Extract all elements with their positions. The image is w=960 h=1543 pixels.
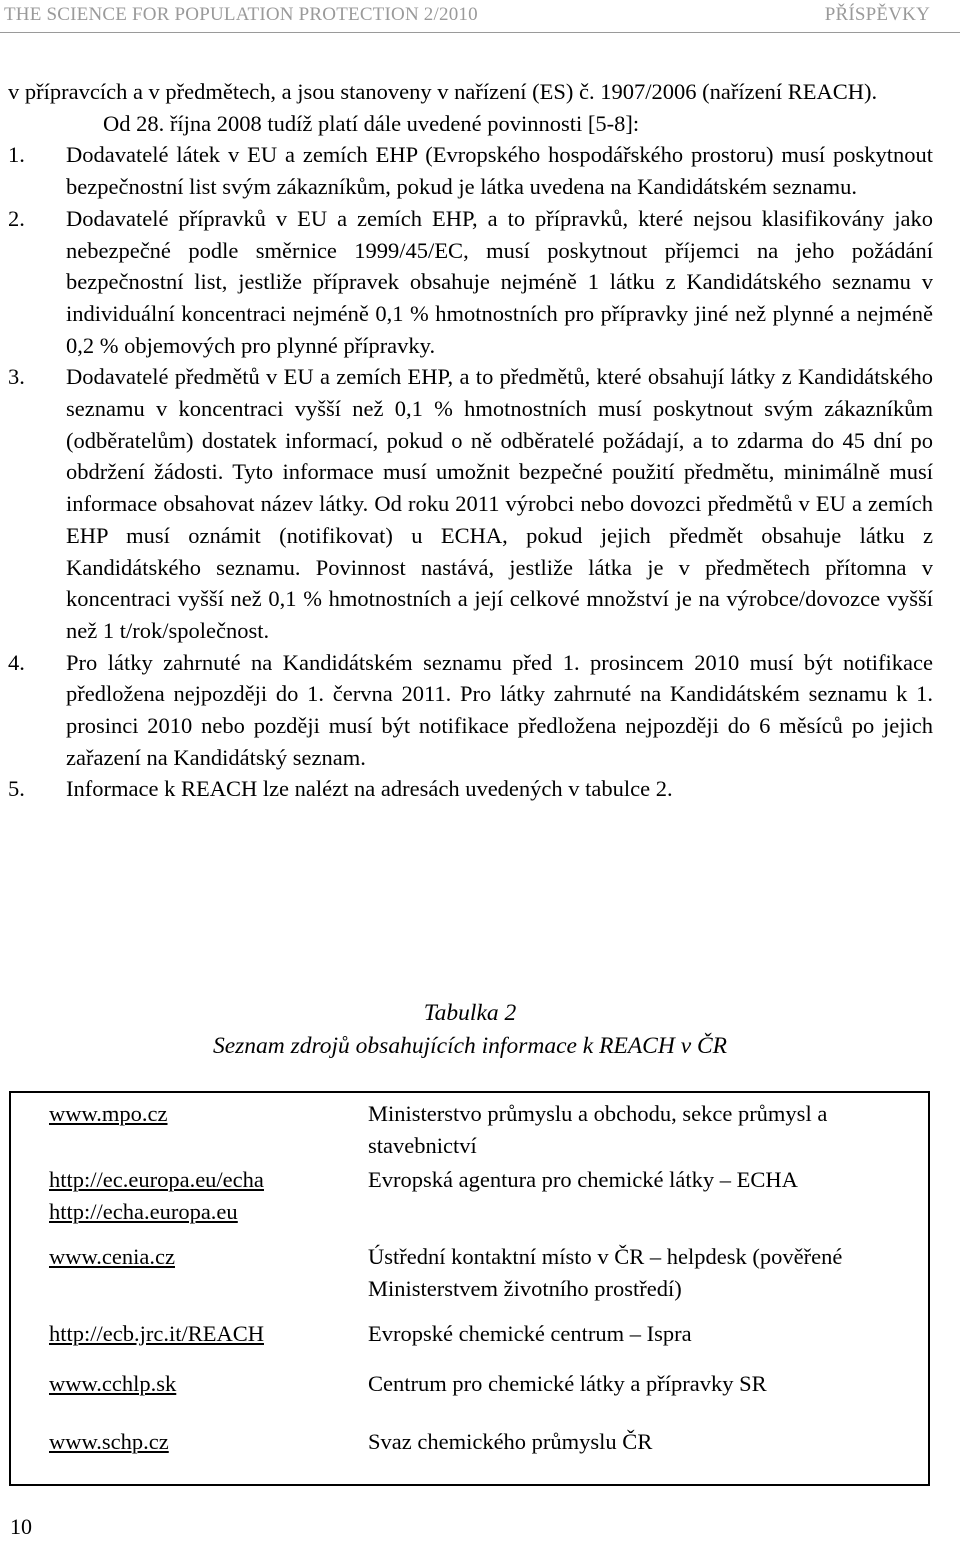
source-link[interactable]: www.cenia.cz xyxy=(49,1244,175,1269)
source-link[interactable]: www.mpo.cz xyxy=(49,1101,168,1126)
table-caption xyxy=(0,997,940,1063)
list-item-text: Dodavatelé předmětů v EU a zemích EHP, a to předmětů, které obsahují látky z Kandidátského seznamu v koncentraci vyšší než 0,1 % hmotnostních musí poskytnout svým zákazníkům (odběratelům) dostatek informací, pokud o ně odběratelé požádají, a to zdarma do 45 dní po obdržení žádosti. Tyto informace musí umožnit bezpečné použití předmětu, minimálně musí informace obsahovat název látky. Od roku 2011 výrobci nebo dovozci předmětů v EU a zemích EHP musí oznámit (notifikovat) u ECHA, pokud jejich předmět obsahuje látku z Kandidátského seznamu. Povinnost nastává, jestliže látka je v předmětech přítomna v koncentraci vyšší než 0,1 % hmotnostních a její celkové množství je na výrobce/dovozce vyšší než 1 t/rok/společnost. xyxy=(66,364,933,643)
page-number: 10 xyxy=(10,1514,32,1539)
section-label: PŘÍSPĚVKY xyxy=(824,4,930,25)
intro-paragraph: v přípravcích a v předmětech, a jsou stanoveny v nařízení (ES) č. 1907/2006 (nařízení REACH). xyxy=(8,79,878,104)
list-item xyxy=(8,361,933,646)
list-item xyxy=(8,203,933,362)
list-item-text: Informace k REACH lze nalézt na adresách uvedených v tabulce 2. xyxy=(66,776,673,802)
table-title: Seznam zdrojů obsahujících informace k REACH v ČR xyxy=(212,1033,728,1059)
list-item xyxy=(8,139,933,202)
source-link[interactable]: www.schp.cz xyxy=(49,1429,169,1454)
source-description: Evropské chemické centrum – Ispra xyxy=(368,1321,692,1346)
article-body xyxy=(8,76,933,805)
list-item-text: Pro látky zahrnuté na Kandidátském seznamu před 1. prosincem 2010 musí být notifikace předložena nejpozději do 1. června 2011. Pro látky zahrnuté na Kandidátském seznamu k 1. prosinci 2010 nebo později musí být notifikace předložena nejpozději do 6 měsíců po jejich zařazení na Kandidátský seznam. xyxy=(66,649,933,770)
source-description: Svaz chemického průmyslu ČR xyxy=(368,1429,653,1454)
list-item-number: 2. xyxy=(8,205,25,231)
source-link[interactable]: http://ecb.jrc.it/REACH xyxy=(49,1321,264,1346)
journal-title: THE SCIENCE FOR POPULATION PROTECTION 2/2010 xyxy=(4,4,478,25)
source-links xyxy=(49,1164,264,1227)
list-item-text: Dodavatelé přípravků v EU a zemích EHP, a to přípravků, které nejsou klasifikovány jako nebezpečné podle směrnice 1999/45/EC, musí poskytnout příjemci na jeho požádání bezpečnostní list, jestliže přípravek obsahuje nejméně 1 látku z Kandidátského seznamu v individuální koncentraci nejméně 0,1 % hmotnostních pro přípravky jiné než plynné a nejméně 0,2 % objemových pro plynné přípravky. xyxy=(66,205,933,358)
obligations-intro: Od 28. října 2008 tudíž platí dále uvedené povinnosti [5-8]: xyxy=(103,110,640,136)
source-link[interactable]: www.cchlp.sk xyxy=(49,1371,177,1396)
source-description: Ministerstvo průmyslu a obchodu, sekce průmysl a stavebnictví xyxy=(368,1101,828,1158)
list-item-text: Dodavatelé látek v EU a zemích EHP (Evropského hospodářského prostoru) musí poskytnout bezpečnostní list svým zákazníkům, pokud je látka uvedena na Kandidátském seznamu. xyxy=(66,142,933,200)
list-item xyxy=(8,647,933,774)
list-item-number: 1. xyxy=(8,142,25,168)
list-item-number: 5. xyxy=(8,776,25,802)
source-link[interactable]: http://ec.europa.eu/echa xyxy=(49,1167,264,1192)
obligations-list xyxy=(8,139,933,805)
source-description: Ústřední kontaktní místo v ČR – helpdesk (pověřené Ministerstvem životního prostředí) xyxy=(368,1244,843,1301)
list-item-number: 3. xyxy=(8,364,25,390)
source-link-secondary[interactable]: http://echa.europa.eu xyxy=(49,1198,238,1224)
table-number: Tabulka 2 xyxy=(423,1000,517,1026)
source-description: Centrum pro chemické látky a přípravky SR xyxy=(368,1371,767,1396)
source-description: Evropská agentura pro chemické látky – ECHA xyxy=(368,1167,798,1192)
running-header xyxy=(4,4,930,30)
header-divider xyxy=(0,32,960,33)
list-item xyxy=(8,773,933,805)
sources-table xyxy=(9,1091,930,1486)
list-item-number: 4. xyxy=(8,649,25,675)
